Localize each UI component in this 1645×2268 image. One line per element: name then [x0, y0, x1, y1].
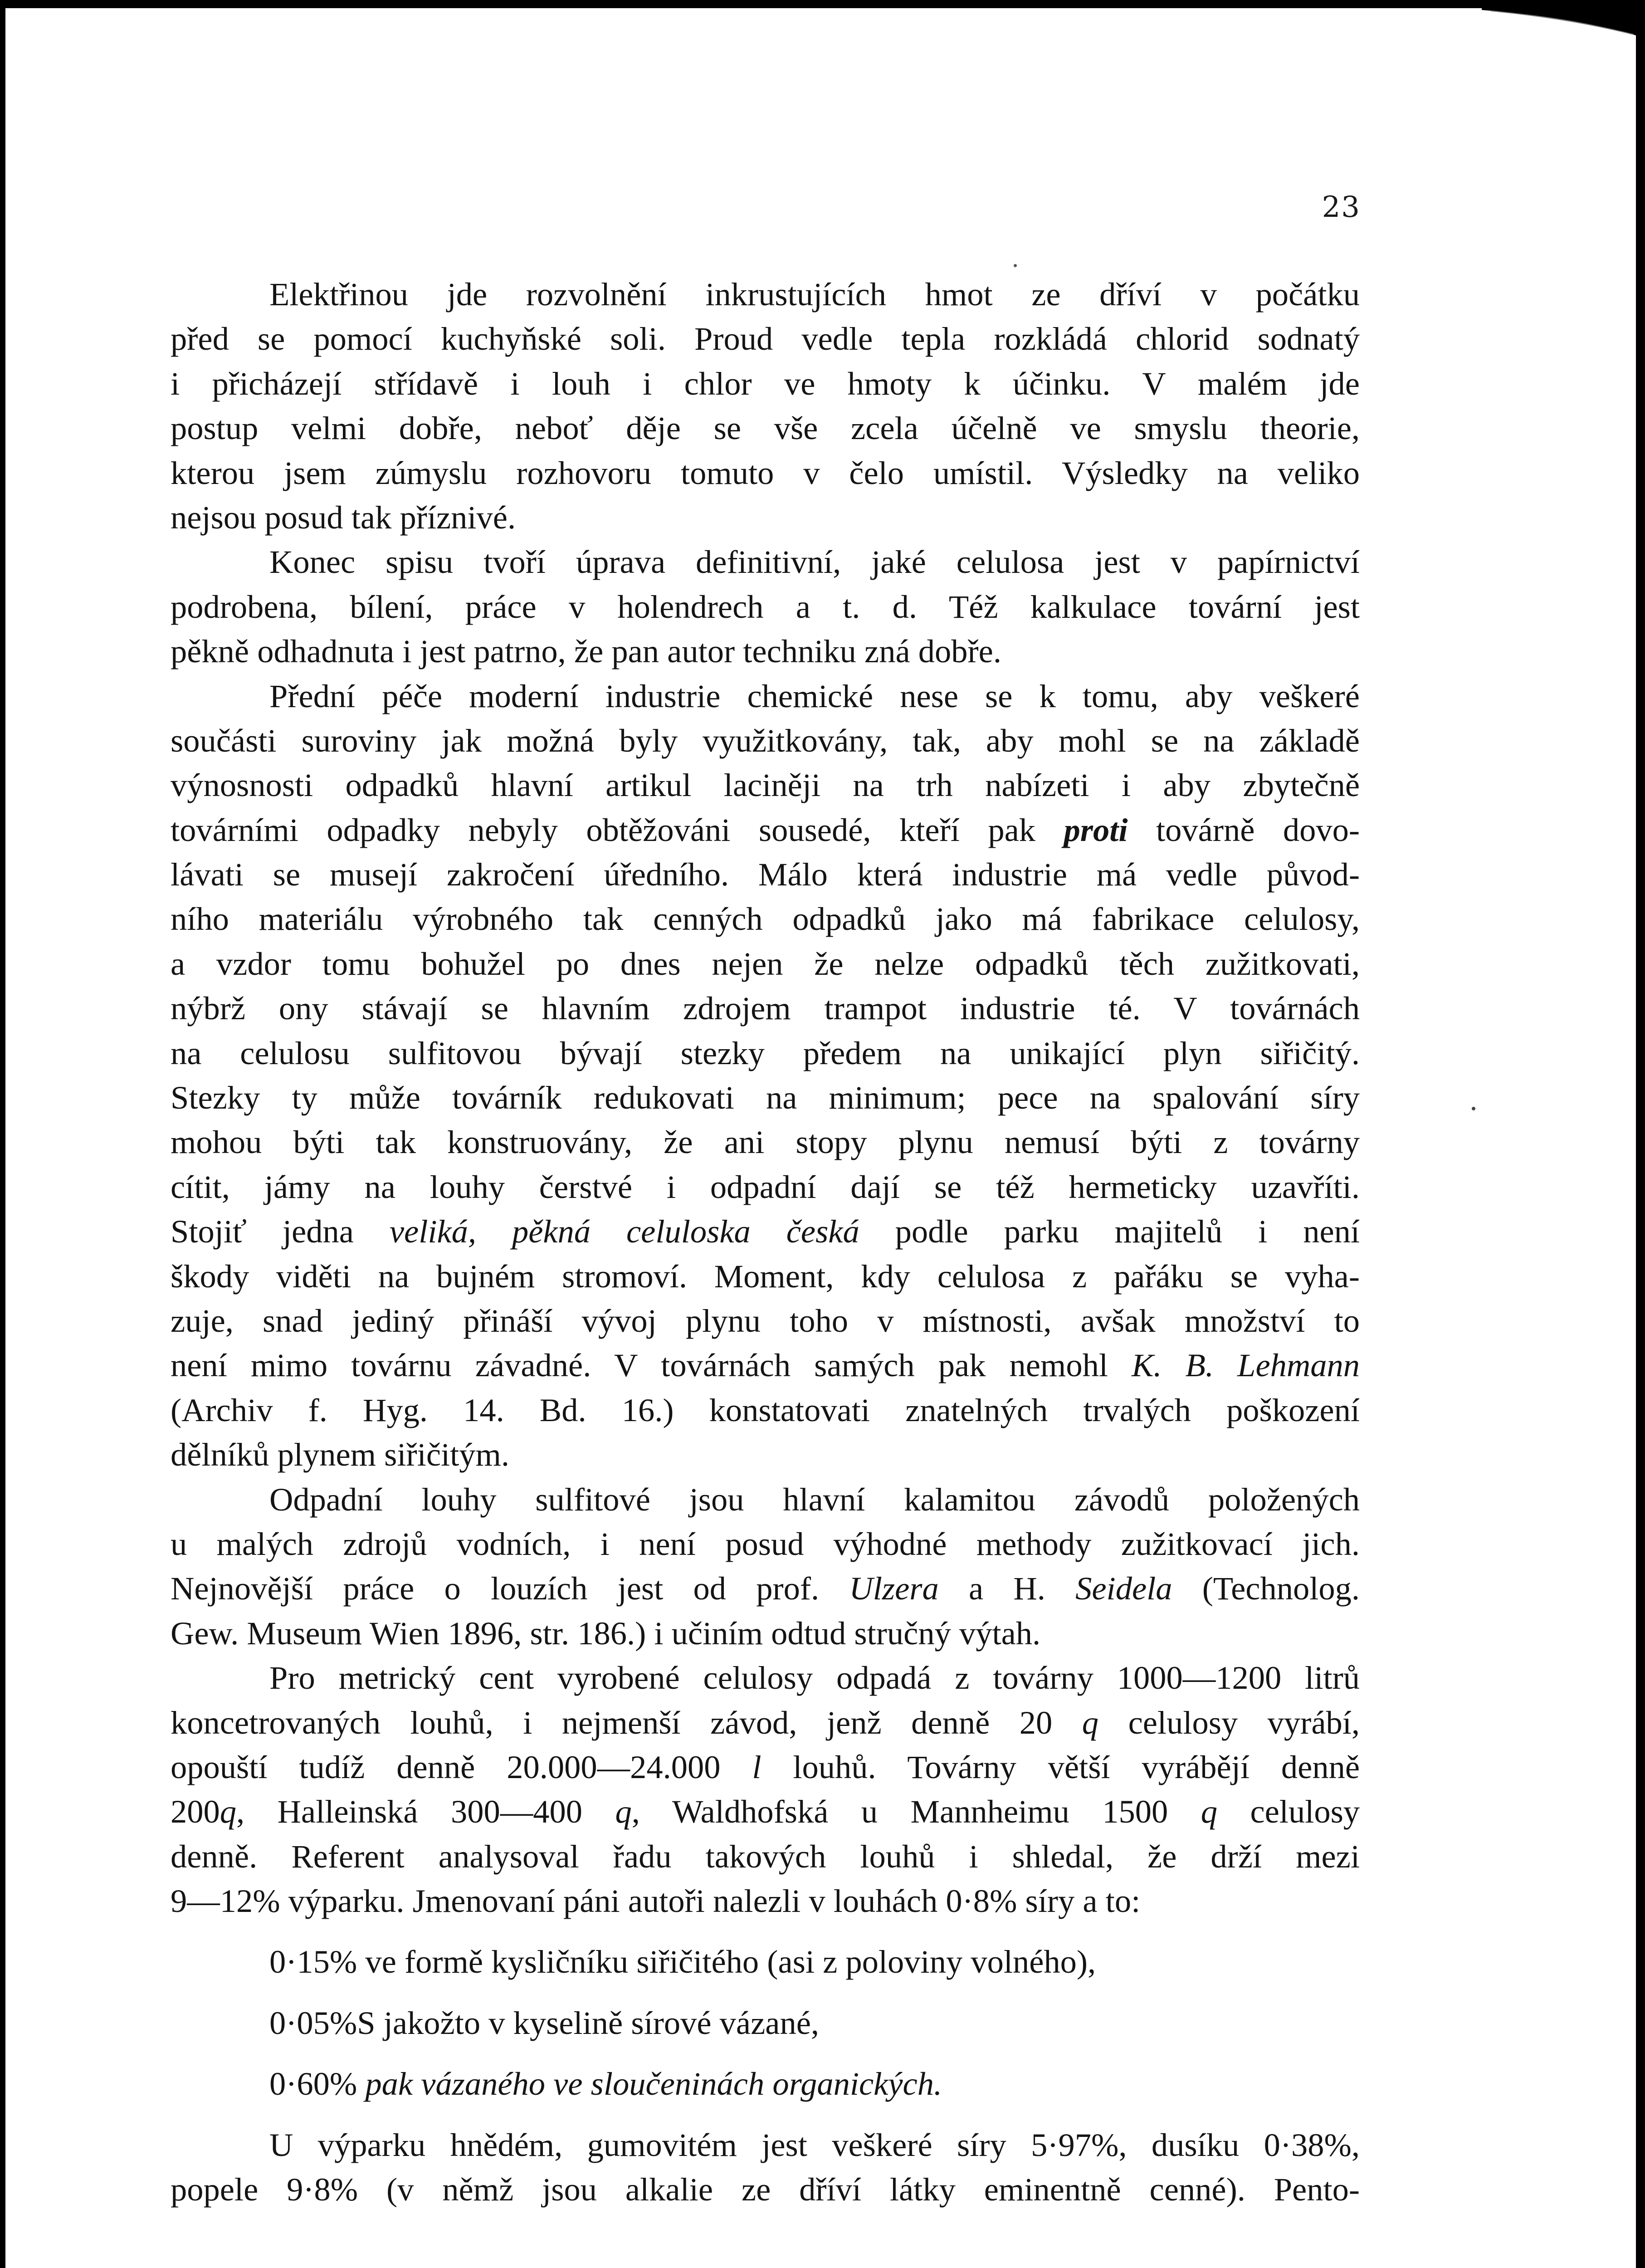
text-run: není mimo továrnu závadné. V továrnách samých pak nemohl: [171, 1347, 1108, 1384]
unit-symbol: l: [752, 1748, 761, 1785]
text-line: Pro metrický cent vyrobené celulosy odpadá z továrny 1000—1200 litrů: [269, 1659, 1360, 1696]
scan-border-left: [0, 0, 5, 2268]
text-line: nýbrž ony stávají se hlavním zdrojem trampot industrie té. V továrnách: [171, 990, 1360, 1027]
text-line: U výparku hnědém, gumovitém jest veškeré síry 5·97%, dusíku 0·38%,: [269, 2126, 1360, 2163]
text-line: nejsou posud tak příznivé.: [171, 499, 516, 536]
text-line: mohou býti tak konstruovány, že ani stopy plynu nemusí býti z továrny: [171, 1124, 1360, 1161]
text-run: , Halleinská 300—400: [236, 1793, 583, 1830]
paragraph: [171, 1477, 1360, 1656]
list-item: 0·05%S jakožto v kyselině sírové vázané,: [269, 2004, 820, 2041]
text-line: [171, 1701, 1360, 1745]
text-run: Nejnovější práce o louzích jest od prof.: [171, 1570, 820, 1607]
text-line: cítit, jámy na louhy čerstvé i odpadní dají se též hermeticky uzavříti.: [171, 1168, 1360, 1205]
text-run: 200: [171, 1793, 220, 1830]
author-name: K. B. Lehmann: [1132, 1347, 1360, 1384]
text-line: na celulosu sulfitovou bývají stezky předem na unikající plyn siřičitý.: [171, 1034, 1360, 1071]
spacer: [171, 2045, 1360, 2062]
list-item: 0·15% ve formě kysličníku siřičitého (asi z poloviny volného),: [269, 1943, 1096, 1980]
text-line: součásti suroviny jak možná byly využitkovány, tak, aby mohl se na základě: [171, 722, 1360, 759]
text-line: zuje, snad jediný přináší vývoj plynu toho v místnosti, avšak množství to: [171, 1302, 1360, 1339]
unit-symbol: q: [1201, 1793, 1217, 1830]
text-line: lávati se musejí zakročení úředního. Málo která industrie má vedle původ-: [171, 856, 1360, 893]
paragraph: [171, 2123, 1360, 2212]
text-run: Stojiť jedna: [171, 1213, 354, 1250]
text-line: [171, 1789, 1360, 1834]
text-run: továrními odpadky nebyly obtěžováni sousedé, kteří pak: [171, 811, 1036, 848]
text-line: Odpadní louhy sulfitové jsou hlavní kalamitou závodů položených: [269, 1481, 1360, 1518]
emphasis: proti: [1064, 811, 1128, 848]
text-line: i přicházejí střídavě i louh i chlor ve hmoty k účinku. V malém jde: [171, 365, 1360, 402]
text-line: výnosnosti odpadků hlavní artikul laciněji na trh nabízeti i aby zbytečně: [171, 767, 1360, 804]
text-line: postup velmi dobře, neboť děje se vše zcela účelně ve smyslu theorie,: [171, 410, 1360, 447]
page-number: 23: [1322, 191, 1361, 224]
paragraph: [171, 272, 1360, 540]
text-line: [171, 1209, 1360, 1254]
spacer: [171, 1923, 1360, 1940]
text-line: denně. Referent analysoval řadu takových louhů i shledal, že drží mezi: [171, 1838, 1360, 1875]
text-run: podle parku majitelů i není: [895, 1213, 1360, 1250]
unit-symbol: q: [220, 1793, 236, 1830]
text-line: Konec spisu tvoří úprava definitivní, jaké celulosa jest v papírnictví: [269, 543, 1360, 581]
text-line: podrobena, bílení, práce v holendrech a t. d. Též kalkulace tovární jest: [171, 588, 1360, 625]
list-item: [171, 2062, 1360, 2106]
text-line: Přední péče moderní industrie chemické nese se k tomu, aby veškeré: [269, 677, 1360, 714]
text-run: (Technolog.: [1202, 1570, 1360, 1607]
text-run: koncetrovaných louhů, i nejmenší závod, jenž denně 20: [171, 1704, 1053, 1741]
text-line: [171, 1745, 1360, 1789]
unit-symbol: q: [615, 1793, 632, 1830]
author-name: Ulzera: [849, 1570, 939, 1607]
text-run: a H.: [968, 1570, 1045, 1607]
text-line: [171, 1566, 1360, 1611]
text-line: a vzdor tomu bohužel po dnes nejen že nelze odpadků těch zužitkovati,: [171, 945, 1360, 982]
spacer: [171, 1984, 1360, 2001]
text-line: před se pomocí kuchyňské soli. Proud vedle tepla rozkládá chlorid sodnatý: [171, 320, 1360, 357]
text-run: 0·60%: [269, 2065, 357, 2102]
text-run: louhů. Továrny větší vyrábějí denně: [793, 1748, 1360, 1785]
text-line: Elektřinou jde rozvolnění inkrustujících hmot ze dříví v počátku: [269, 276, 1360, 313]
scan-border-right: [1636, 0, 1645, 2268]
text-run: , Waldhofská u Mannheimu 1500: [631, 1793, 1168, 1830]
text-line: (Archiv f. Hyg. 14. Bd. 16.) konstatovati znatelných trvalých poškození: [171, 1391, 1360, 1428]
page-corner-curl: [1482, 8, 1636, 35]
text-run: továrně dovo-: [1156, 811, 1360, 848]
text-line: pěkně odhadnuta i jest patrno, že pan autor techniku zná dobře.: [171, 633, 1001, 670]
text-run: opouští tudíž denně 20.000—24.000: [171, 1748, 721, 1785]
author-name: Seidela: [1075, 1570, 1172, 1607]
text-line: [171, 1343, 1360, 1388]
print-speck: [1472, 1107, 1475, 1110]
body-text: [171, 272, 1360, 2212]
paragraph: [171, 1656, 1360, 1923]
text-line: dělníků plynem siřičitým.: [171, 1436, 510, 1473]
text-line: popele 9·8% (v němž jsou alkalie ze dříví látky eminentně cenné). Pento-: [171, 2171, 1360, 2208]
text-line: kterou jsem zúmyslu rozhovoru tomuto v čelo umístil. Výsledky na veliko: [171, 454, 1360, 491]
text-line: Stezky ty může továrník redukovati na minimum; pece na spalování síry: [171, 1079, 1360, 1116]
scan-border-top: [0, 0, 1645, 8]
text-run: celulosy vyrábí,: [1128, 1704, 1360, 1741]
paragraph: [171, 540, 1360, 674]
sulphur-list: [171, 1940, 1360, 2106]
text-line: škody viděti na bujném stromoví. Moment, kdy celulosa z pařáku se vyha-: [171, 1257, 1360, 1295]
text-run: celulosy: [1250, 1793, 1360, 1830]
text-line: [171, 808, 1360, 852]
emphasis: pak vázaného ve sloučeninách organických.: [365, 2065, 942, 2102]
print-speck: [1014, 264, 1017, 267]
text-line: Gew. Museum Wien 1896, str. 186.) i učiním odtud stručný výtah.: [171, 1614, 1041, 1652]
text-line: ního materiálu výrobného tak cenných odpadků jako má fabrikace celulosy,: [171, 900, 1360, 938]
emphasis: veliká, pěkná celuloska česká: [389, 1213, 859, 1250]
text-line: u malých zdrojů vodních, i není posud výhodné methody zužitkovací jich.: [171, 1525, 1360, 1562]
paragraph: [171, 674, 1360, 1477]
text-line: 9—12% výparku. Jmenovaní páni autoři nalezli v louhách 0·8% síry a to:: [171, 1882, 1141, 1920]
spacer: [171, 2107, 1360, 2123]
unit-symbol: q: [1082, 1704, 1099, 1741]
